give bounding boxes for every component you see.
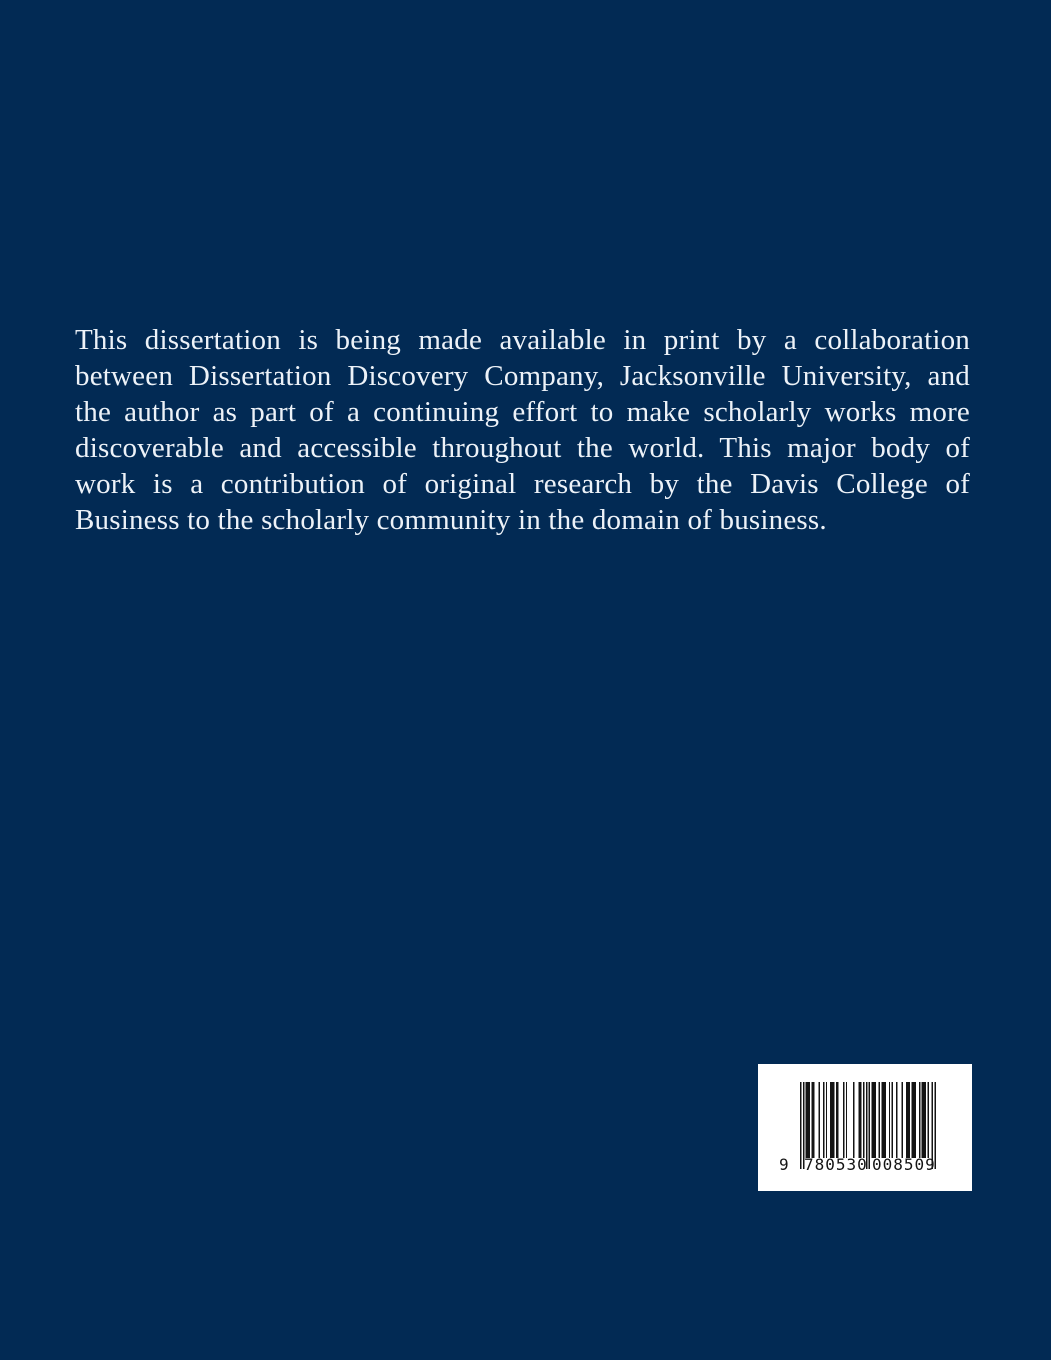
description-paragraph xyxy=(75,322,970,538)
paragraph-line: This dissertation is being made available in print by a collaboration xyxy=(75,324,970,356)
barcode-digit-left-group: 780530 xyxy=(804,1155,868,1174)
paragraph-line: work is a contribution of original research by the Davis College of xyxy=(75,468,970,500)
barcode-digit-first: 9 xyxy=(779,1155,790,1174)
isbn-barcode xyxy=(758,1064,972,1191)
paragraph-line: discoverable and accessible throughout the world. This major body of xyxy=(75,432,970,464)
paragraph-line: the author as part of a continuing effort to make scholarly works more xyxy=(75,396,970,428)
barcode-digit-right-group: 008509 xyxy=(872,1155,936,1174)
paragraph-line: Business to the scholarly community in the domain of business. xyxy=(75,504,827,536)
paragraph-line: between Dissertation Discovery Company, Jacksonville University, and xyxy=(75,360,970,392)
